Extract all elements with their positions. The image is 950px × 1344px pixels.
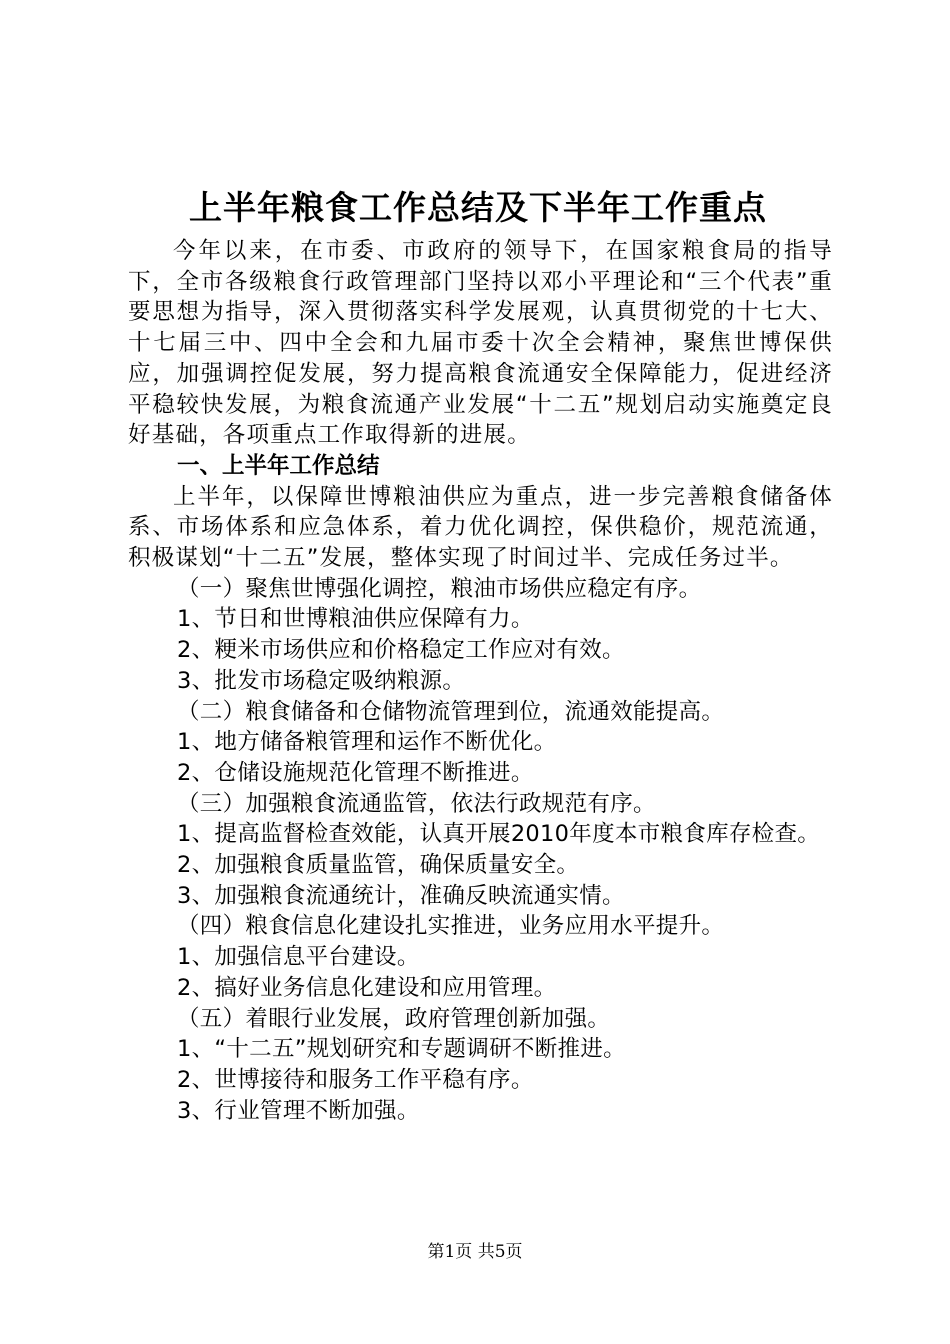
subsection-heading: （三）加强粮食流通监管，依法行政规范有序。 — [177, 790, 656, 817]
page-indicator: 第1页 共5页 — [427, 1242, 523, 1262]
subsection-heading: （二）粮食储备和仓储物流管理到位，流通效能提高。 — [177, 698, 725, 725]
document-title: 上半年粮食工作总结及下半年工作重点 — [189, 188, 767, 227]
list-item: 3、批发市场稳定吸纳粮源。 — [177, 667, 466, 694]
subsection-heading: （一）聚焦世博强化调控，粮油市场供应稳定有序。 — [177, 575, 702, 602]
list-item: 1、“十二五”规划研究和专题调研不断推进。 — [177, 1036, 626, 1063]
list-item: 2、粳米市场供应和价格稳定工作应对有效。 — [177, 637, 625, 664]
list-item: 1、节日和世博粮油供应保障有力。 — [177, 606, 534, 633]
document-body — [128, 236, 833, 1126]
list-item: 3、行业管理不断加强。 — [177, 1097, 420, 1124]
list-item: 1、提高监督检查效能，认真开展2010年度本市粮食库存检查。 — [177, 821, 821, 848]
list-item: 3、加强粮食流通统计，准确反映流通实情。 — [177, 882, 625, 909]
list-item: 2、加强粮食质量监管，确保质量安全。 — [177, 852, 580, 879]
list-item: 1、加强信息平台建设。 — [177, 944, 420, 971]
subsection-heading: （四）粮食信息化建设扎实推进，业务应用水平提升。 — [177, 913, 725, 940]
list-item: 2、搞好业务信息化建设和应用管理。 — [177, 974, 557, 1001]
section-heading: 一、上半年工作总结 — [177, 452, 380, 479]
intro-paragraph: 今年以来，在市委、市政府的领导下，在国家粮食局的指导下，全市各级粮食行政管理部门坚持以邓小平理论和“三个代表”重要思想为指导，深入贯彻落实科学发展观，认真贯彻党的十七大、十七届三中、四中全会和九届市委十次全会精神，聚焦世博保供应，加强调控促发展，努力提高粮食流通安全保障能力，促进经济平稳较快发展，为粮食流通产业发展“十二五”规划启动实施奠定良好基础，各项重点工作取得新的进展。 — [128, 238, 833, 449]
section-summary-paragraph: 上半年，以保障世博粮油供应为重点，进一步完善粮食储备体系、市场体系和应急体系，着力优化调控，保供稳价，规范流通，积极谋划“十二五”发展，整体实现了时间过半、完成任务过半。 — [128, 483, 833, 572]
list-item: 2、仓储设施规范化管理不断推进。 — [177, 759, 534, 786]
list-item: 1、地方储备粮管理和运作不断优化。 — [177, 729, 557, 756]
list-item: 2、世博接待和服务工作平稳有序。 — [177, 1066, 534, 1093]
subsection-heading: （五）着眼行业发展，政府管理创新加强。 — [177, 1005, 611, 1032]
